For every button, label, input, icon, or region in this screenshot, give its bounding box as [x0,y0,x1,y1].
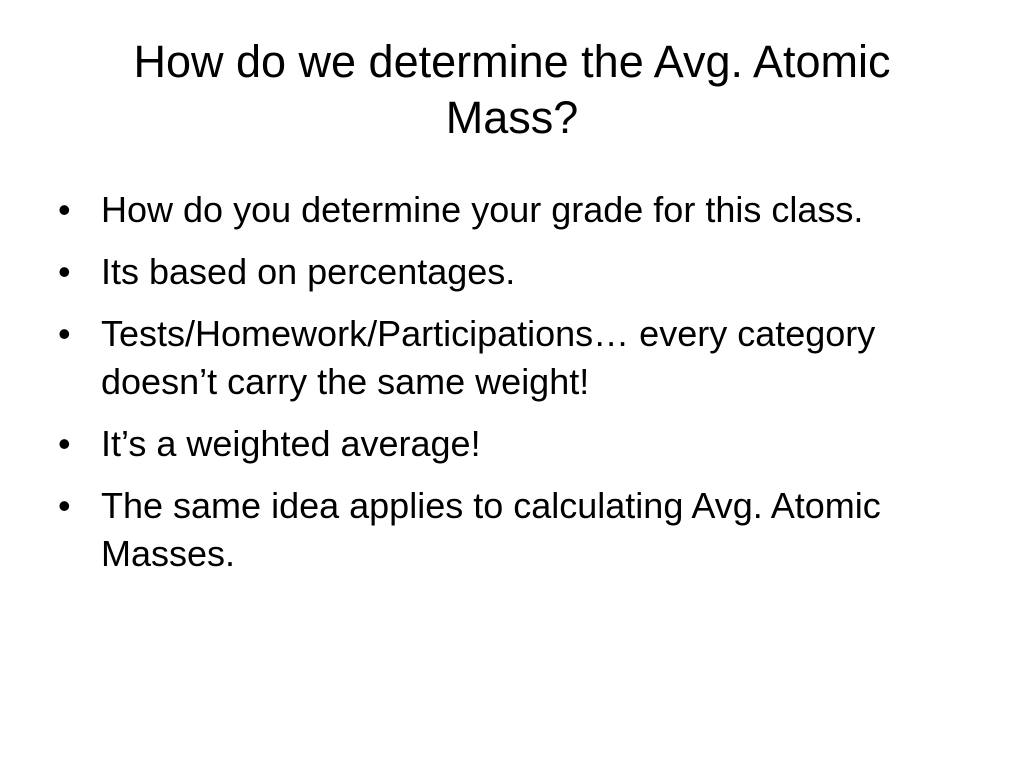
bullet-icon: • [58,313,71,354]
bullet-item [58,310,958,406]
bullet-icon: • [58,251,71,292]
bullet-item [58,248,958,296]
bullet-item [58,420,958,468]
bullet-icon: • [58,189,71,230]
bullet-item [58,186,958,234]
bullet-icon: • [58,485,71,526]
bullet-icon: • [58,423,71,464]
bullet-text: How do you determine your grade for this class. [101,189,864,230]
bullet-list [58,186,958,592]
bullet-text: It’s a weighted average! [101,423,481,464]
slide-title: How do we determine the Avg. Atomic Mass? [133,36,891,143]
bullet-item [58,482,958,578]
bullet-text: Its based on percentages. [101,251,516,292]
bullet-text: Tests/Homework/Participations… every category doesn’t carry the same weight! [101,313,876,402]
bullet-text: The same idea applies to calculating Avg. Atomic Masses. [101,485,881,574]
